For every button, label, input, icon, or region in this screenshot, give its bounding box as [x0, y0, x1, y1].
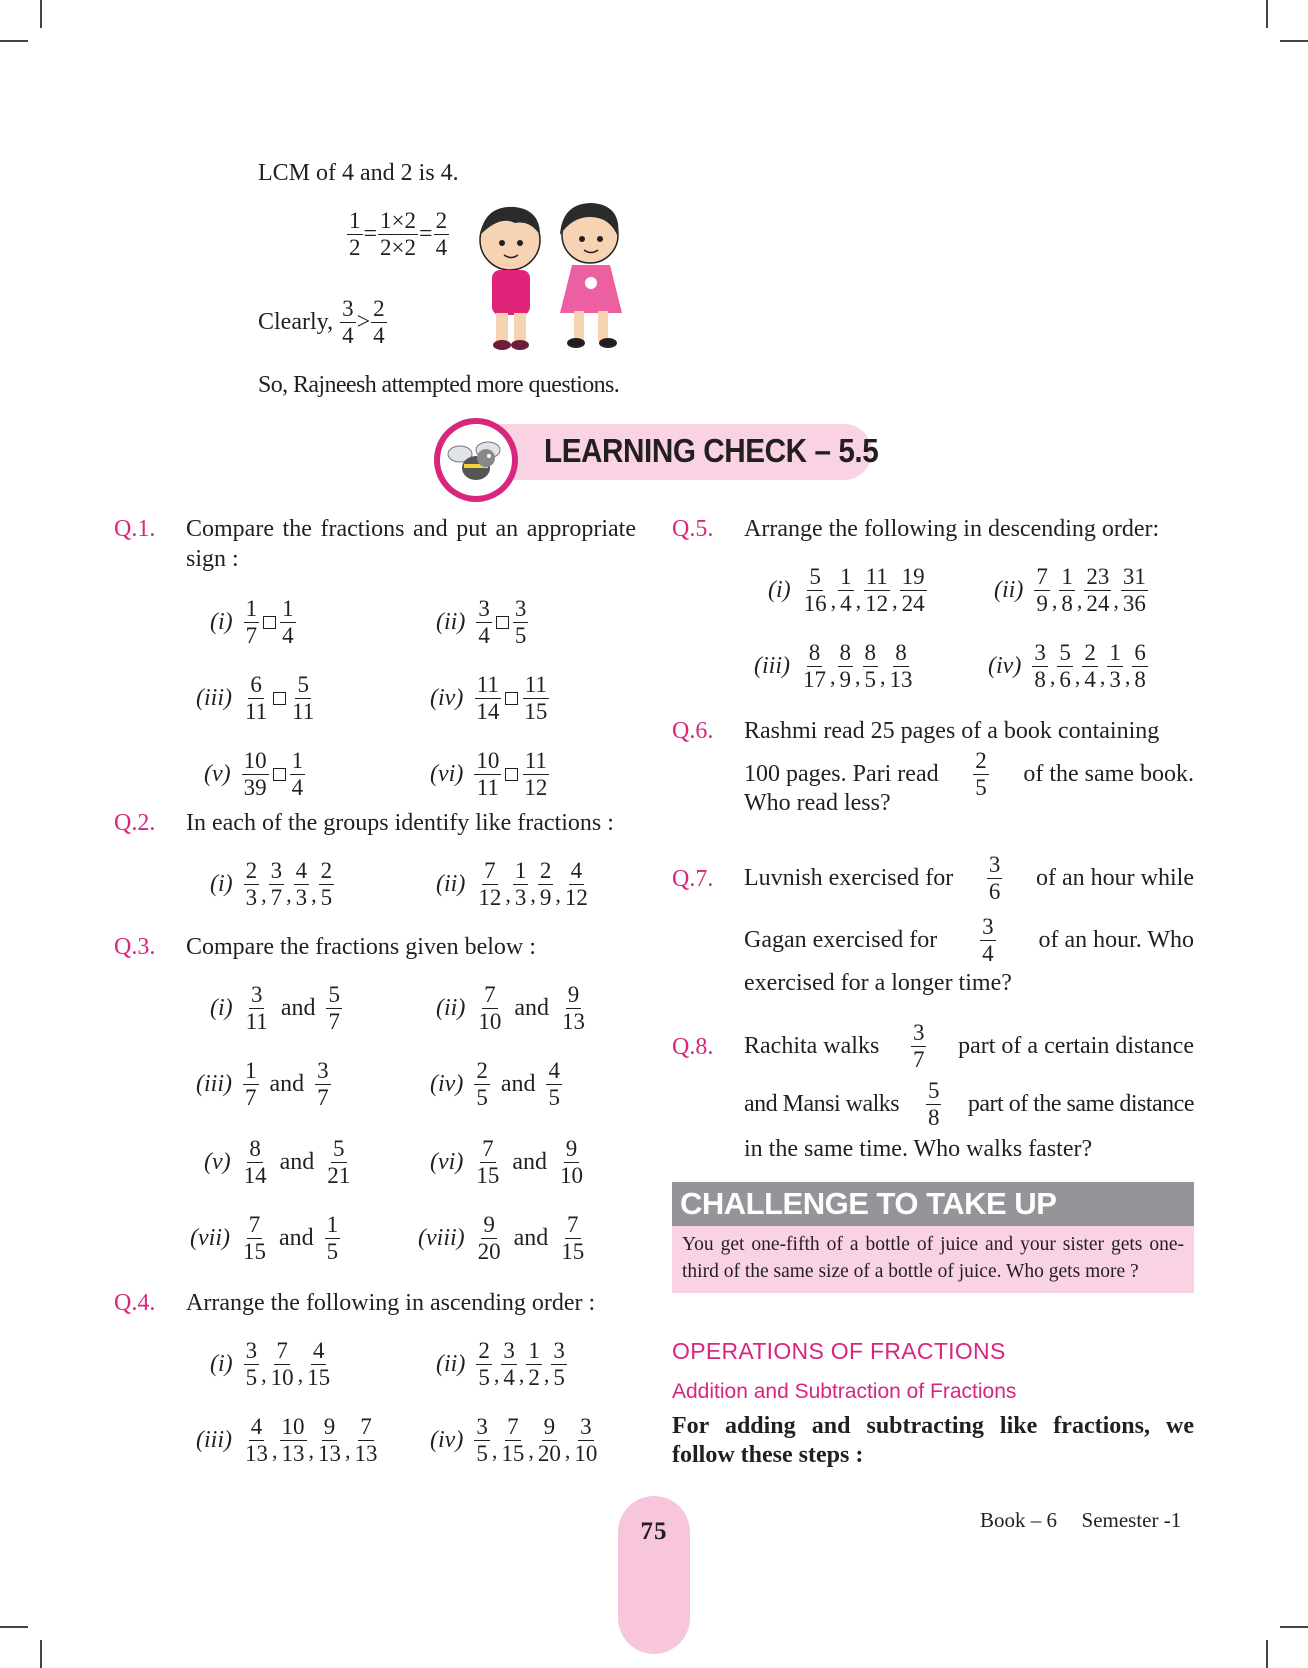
fraction: $\frac{7}{15}$: [501, 1414, 525, 1466]
crop-mark: [40, 1640, 42, 1668]
fraction-group: (i) $\frac{2}{3}$ , $\frac{3}{7}$ , $\frac{4}{3}$ , $\frac{2}{5}$: [210, 858, 333, 910]
compare-item: (iv) $\frac{11}{14}$ $\frac{11}{15}$: [430, 672, 548, 724]
question-text: In each of the groups identify like fractions :: [186, 810, 614, 836]
fraction-group: (iii) $\frac{8}{17}$ , $\frac{8}{9}$ , $\frac{8}{5}$ , $\frac{8}{13}$: [754, 640, 913, 692]
fraction: $\frac{5}{6}$: [1059, 640, 1071, 692]
question-text: Gagan exercised for $\frac{3}{4}$ of an hour. Who: [744, 914, 1194, 966]
fraction: $\frac{3}{5}$: [476, 1414, 488, 1466]
compare-pair: (ii) $\frac{7}{10}$ and $\frac{9}{13}$: [436, 982, 585, 1034]
fraction: $\frac{2}{4}$: [435, 208, 448, 260]
section-title: LEARNING CHECK – 5.5: [544, 432, 879, 469]
fraction: $\frac{11}{14}$: [476, 672, 500, 724]
compare-item: (i) $\frac{1}{7}$ $\frac{1}{4}$: [210, 596, 294, 648]
fraction: $\frac{4}{15}$: [307, 1338, 331, 1390]
question-text: Compare the fractions and put an appropriate sign :: [186, 516, 636, 572]
question-number: Q.6.: [672, 718, 714, 744]
fraction: $\frac{1}{7}$: [245, 1058, 257, 1110]
fraction: $\frac{1}{2}$: [528, 1338, 540, 1390]
fraction: $\frac{7}{12}$: [478, 858, 502, 910]
answer-box[interactable]: [263, 616, 276, 629]
compare-pair: (iv) $\frac{2}{5}$ and $\frac{4}{5}$: [430, 1058, 560, 1110]
fraction: $\frac{9}{13}$: [561, 982, 585, 1034]
fraction: $\frac{3}{4}$: [982, 914, 994, 966]
fraction: $\frac{1}{2}$: [349, 208, 361, 260]
fraction: $\frac{9}{20}$: [477, 1212, 501, 1264]
fraction: $\frac{1}{8}$: [1061, 564, 1073, 616]
fraction: $\frac{7}{9}$: [1036, 564, 1048, 616]
question-number: Q.4.: [114, 1290, 156, 1316]
compare-pair: (iii) $\frac{1}{7}$ and $\frac{3}{7}$: [196, 1058, 329, 1110]
question-text: Who read less?: [744, 790, 891, 816]
fraction: $\frac{2}{9}$: [539, 858, 552, 910]
fraction: $\frac{19}{24}$: [901, 564, 925, 616]
fraction: $\frac{1}{4}$: [282, 596, 294, 648]
intro-lcm: LCM of 4 and 2 is 4.: [258, 160, 459, 186]
question-text: exercised for a longer time?: [744, 970, 1012, 996]
question-text: Luvnish exercised for $\frac{3}{6}$ of an hour while: [744, 852, 1194, 904]
question-text: Rashmi read 25 pages of a book containing: [744, 718, 1160, 744]
question-number: Q.5.: [672, 516, 714, 542]
bee-badge-icon: [434, 418, 518, 502]
fraction-group: (ii) $\frac{7}{9}$ , $\frac{1}{8}$ , $\frac{23}{24}$ , $\frac{31}{36}$: [994, 564, 1146, 616]
fraction: $\frac{1}{4}$: [291, 748, 304, 800]
answer-box[interactable]: [505, 692, 518, 705]
crop-mark: [0, 1626, 28, 1628]
fraction: $\frac{5}{8}$: [928, 1078, 940, 1130]
fraction: $\frac{3}{4}$: [342, 296, 354, 348]
compare-pair: (vii) $\frac{7}{15}$ and $\frac{1}{5}$: [190, 1212, 339, 1264]
fraction: $\frac{8}{14}$: [243, 1136, 267, 1188]
question-text: Arrange the following in descending order:: [744, 516, 1160, 542]
compare-item: (iii) $\frac{6}{11}$ $\frac{5}{11}$: [196, 672, 315, 724]
fraction: $\frac{1}{3}$: [1109, 640, 1121, 692]
fraction: $\frac{4}{3}$: [295, 858, 308, 910]
intro-conclusion: So, Rajneesh attempted more questions.: [258, 372, 620, 398]
operations-subheading: Addition and Subtraction of Fractions: [672, 1380, 1017, 1403]
footer-book: Book – 6 Semester -1: [980, 1508, 1182, 1532]
question-text: in the same time. Who walks faster?: [744, 1136, 1093, 1162]
fraction-group: (iii) $\frac{4}{13}$ , $\frac{10}{13}$ , $\frac{9}{13}$ , $\frac{7}{13}$: [196, 1414, 378, 1466]
crop-mark: [1266, 0, 1268, 28]
fraction-group: (iv) $\frac{3}{5}$ , $\frac{7}{15}$ , $\frac{9}{20}$ , $\frac{3}{10}$: [430, 1414, 598, 1466]
fraction: $\frac{10}{13}$: [281, 1414, 305, 1466]
fraction: $\frac{3}{7}$: [317, 1058, 329, 1110]
fraction: $\frac{4}{13}$: [245, 1414, 268, 1466]
operations-body: For adding and subtracting like fractions, we follow these steps :: [672, 1413, 1194, 1468]
compare-pair: (vi) $\frac{7}{15}$ and $\frac{9}{10}$: [430, 1136, 583, 1188]
fraction: $\frac{7}{10}$: [478, 982, 502, 1034]
fraction: $\frac{11}{12}$: [865, 564, 889, 616]
fraction: $\frac{3}{7}$: [270, 858, 283, 910]
fraction: $\frac{3}{4}$: [503, 1338, 515, 1390]
cartoon-kids-illustration: [460, 195, 640, 355]
fraction: $\frac{8}{9}$: [839, 640, 851, 692]
fraction: $\frac{11}{15}$: [524, 672, 548, 724]
crop-mark: [40, 0, 42, 28]
fraction: $\frac{1\times 2}{2\times 2}$: [380, 208, 417, 260]
intro-clearly: Clearly, $\frac{3}{4}$ > $\frac{2}{4}$: [258, 296, 385, 348]
fraction-group: (ii) $\frac{2}{5}$ , $\frac{3}{4}$ , $\frac{1}{2}$ , $\frac{3}{5}$: [436, 1338, 565, 1390]
fraction: $\frac{5}{11}$: [292, 672, 315, 724]
compare-item: (v) $\frac{10}{39}$ $\frac{1}{4}$: [204, 748, 304, 800]
fraction: $\frac{5}{7}$: [328, 982, 340, 1034]
fraction: $\frac{11}{12}$: [524, 748, 548, 800]
fraction: $\frac{3}{5}$: [245, 1338, 258, 1390]
fraction: $\frac{5}{16}$: [803, 564, 827, 616]
fraction-group: (ii) $\frac{7}{12}$ , $\frac{1}{3}$ , $\frac{2}{9}$ , $\frac{4}{12}$: [436, 858, 588, 910]
fraction: $\frac{9}{13}$: [318, 1414, 341, 1466]
crop-mark: [0, 40, 28, 42]
challenge-text: You get one-fifth of a bottle of juice and your sister gets one-third of the same size of a bottle of juice. Who gets more ?: [672, 1226, 1194, 1293]
fraction: $\frac{1}{7}$: [245, 596, 258, 648]
fraction: $\frac{7}{15}$: [476, 1136, 500, 1188]
fraction: $\frac{2}{5}$: [975, 748, 987, 800]
fraction: $\frac{3}{4}$: [478, 596, 490, 648]
fraction-group: (i) $\frac{5}{16}$ , $\frac{1}{4}$ , $\frac{11}{12}$ , $\frac{19}{24}$: [768, 564, 925, 616]
fraction: $\frac{1}{5}$: [326, 1212, 339, 1264]
fraction: $\frac{2}{5}$: [476, 1058, 488, 1110]
fraction: $\frac{9}{10}$: [559, 1136, 583, 1188]
fraction: $\frac{9}{20}$: [537, 1414, 561, 1466]
answer-box[interactable]: [505, 768, 518, 781]
question-text: 100 pages. Pari read $\frac{2}{5}$ of the same book.: [744, 748, 1194, 800]
crop-mark: [1280, 40, 1308, 42]
fraction: $\frac{3}{10}$: [574, 1414, 598, 1466]
fraction: $\frac{2}{4}$: [1084, 640, 1096, 692]
fraction: $\frac{3}{11}$: [245, 982, 268, 1034]
fraction: $\frac{3}{8}$: [1034, 640, 1046, 692]
question-text: and Mansi walks $\frac{5}{8}$ part of the same distance: [744, 1078, 1194, 1130]
compare-pair: (i) $\frac{3}{11}$ and $\frac{5}{7}$: [210, 982, 340, 1034]
fraction: $\frac{8}{13}$: [889, 640, 913, 692]
fraction: $\frac{23}{24}$: [1086, 564, 1110, 616]
fraction: $\frac{1}{4}$: [840, 564, 852, 616]
fraction: $\frac{7}{10}$: [270, 1338, 294, 1390]
fraction: $\frac{31}{36}$: [1122, 564, 1146, 616]
fraction: $\frac{1}{3}$: [514, 858, 527, 910]
question-number: Q.7.: [672, 866, 714, 892]
fraction: $\frac{2}{5}$: [478, 1338, 490, 1390]
question-number: Q.3.: [114, 934, 156, 960]
challenge-box: [672, 1182, 1194, 1293]
compare-item: (ii) $\frac{3}{4}$ $\frac{3}{5}$: [436, 596, 527, 648]
question-text: Arrange the following in ascending order :: [186, 1290, 596, 1316]
compare-pair: (viii) $\frac{9}{20}$ and $\frac{7}{15}$: [418, 1212, 585, 1264]
fraction: $\frac{3}{6}$: [988, 852, 1001, 904]
question-number: Q.2.: [114, 810, 156, 836]
compare-pair: (v) $\frac{8}{14}$ and $\frac{5}{21}$: [204, 1136, 351, 1188]
fraction-group: (iv) $\frac{3}{8}$ , $\frac{5}{6}$ , $\frac{2}{4}$ , $\frac{1}{3}$ , $\frac{6}{8}$: [988, 640, 1146, 692]
fraction: $\frac{4}{12}$: [564, 858, 588, 910]
fraction: $\frac{7}{15}$: [242, 1212, 266, 1264]
fraction: $\frac{10}{39}$: [243, 748, 267, 800]
answer-box[interactable]: [496, 616, 509, 629]
fraction: $\frac{4}{5}$: [548, 1058, 560, 1110]
answer-box[interactable]: [273, 692, 286, 705]
fraction: $\frac{7}{15}$: [561, 1212, 585, 1264]
page-number: 75: [640, 1518, 668, 1545]
question-text: Compare the fractions given below :: [186, 934, 536, 960]
fraction: $\frac{3}{5}$: [514, 596, 527, 648]
fraction: $\frac{6}{11}$: [245, 672, 268, 724]
fraction: $\frac{8}{5}$: [864, 640, 876, 692]
operations-heading: OPERATIONS OF FRACTIONS: [672, 1338, 1006, 1364]
fraction-group: (i) $\frac{3}{5}$ , $\frac{7}{10}$ , $\frac{4}{15}$: [210, 1338, 331, 1390]
challenge-title: CHALLENGE TO TAKE UP: [672, 1182, 1194, 1226]
fraction: $\frac{3}{5}$: [553, 1338, 565, 1390]
question-number: Q.1.: [114, 516, 156, 542]
question-text: Rachita walks $\frac{3}{7}$ part of a certain distance: [744, 1020, 1194, 1072]
fraction: $\frac{6}{8}$: [1134, 640, 1146, 692]
fraction: $\frac{7}{13}$: [354, 1414, 378, 1466]
fraction: $\frac{2}{4}$: [373, 296, 385, 348]
crop-mark: [1280, 1626, 1308, 1628]
fraction: $\frac{2}{5}$: [320, 858, 333, 910]
answer-box[interactable]: [273, 768, 286, 781]
intro-equation: $\frac{1}{2}$ = $\frac{1\times 2}{2\times 2}$ = $\frac{2}{4}$: [349, 208, 448, 260]
fraction: $\frac{8}{17}$: [803, 640, 826, 692]
fraction: $\frac{2}{3}$: [245, 858, 258, 910]
question-number: Q.8.: [672, 1034, 714, 1060]
fraction: $\frac{5}{21}$: [327, 1136, 351, 1188]
compare-item: (vi) $\frac{10}{11}$ $\frac{11}{12}$: [430, 748, 548, 800]
crop-mark: [1266, 1640, 1268, 1668]
fraction: $\frac{3}{7}$: [912, 1020, 925, 1072]
fraction: $\frac{10}{11}$: [476, 748, 500, 800]
